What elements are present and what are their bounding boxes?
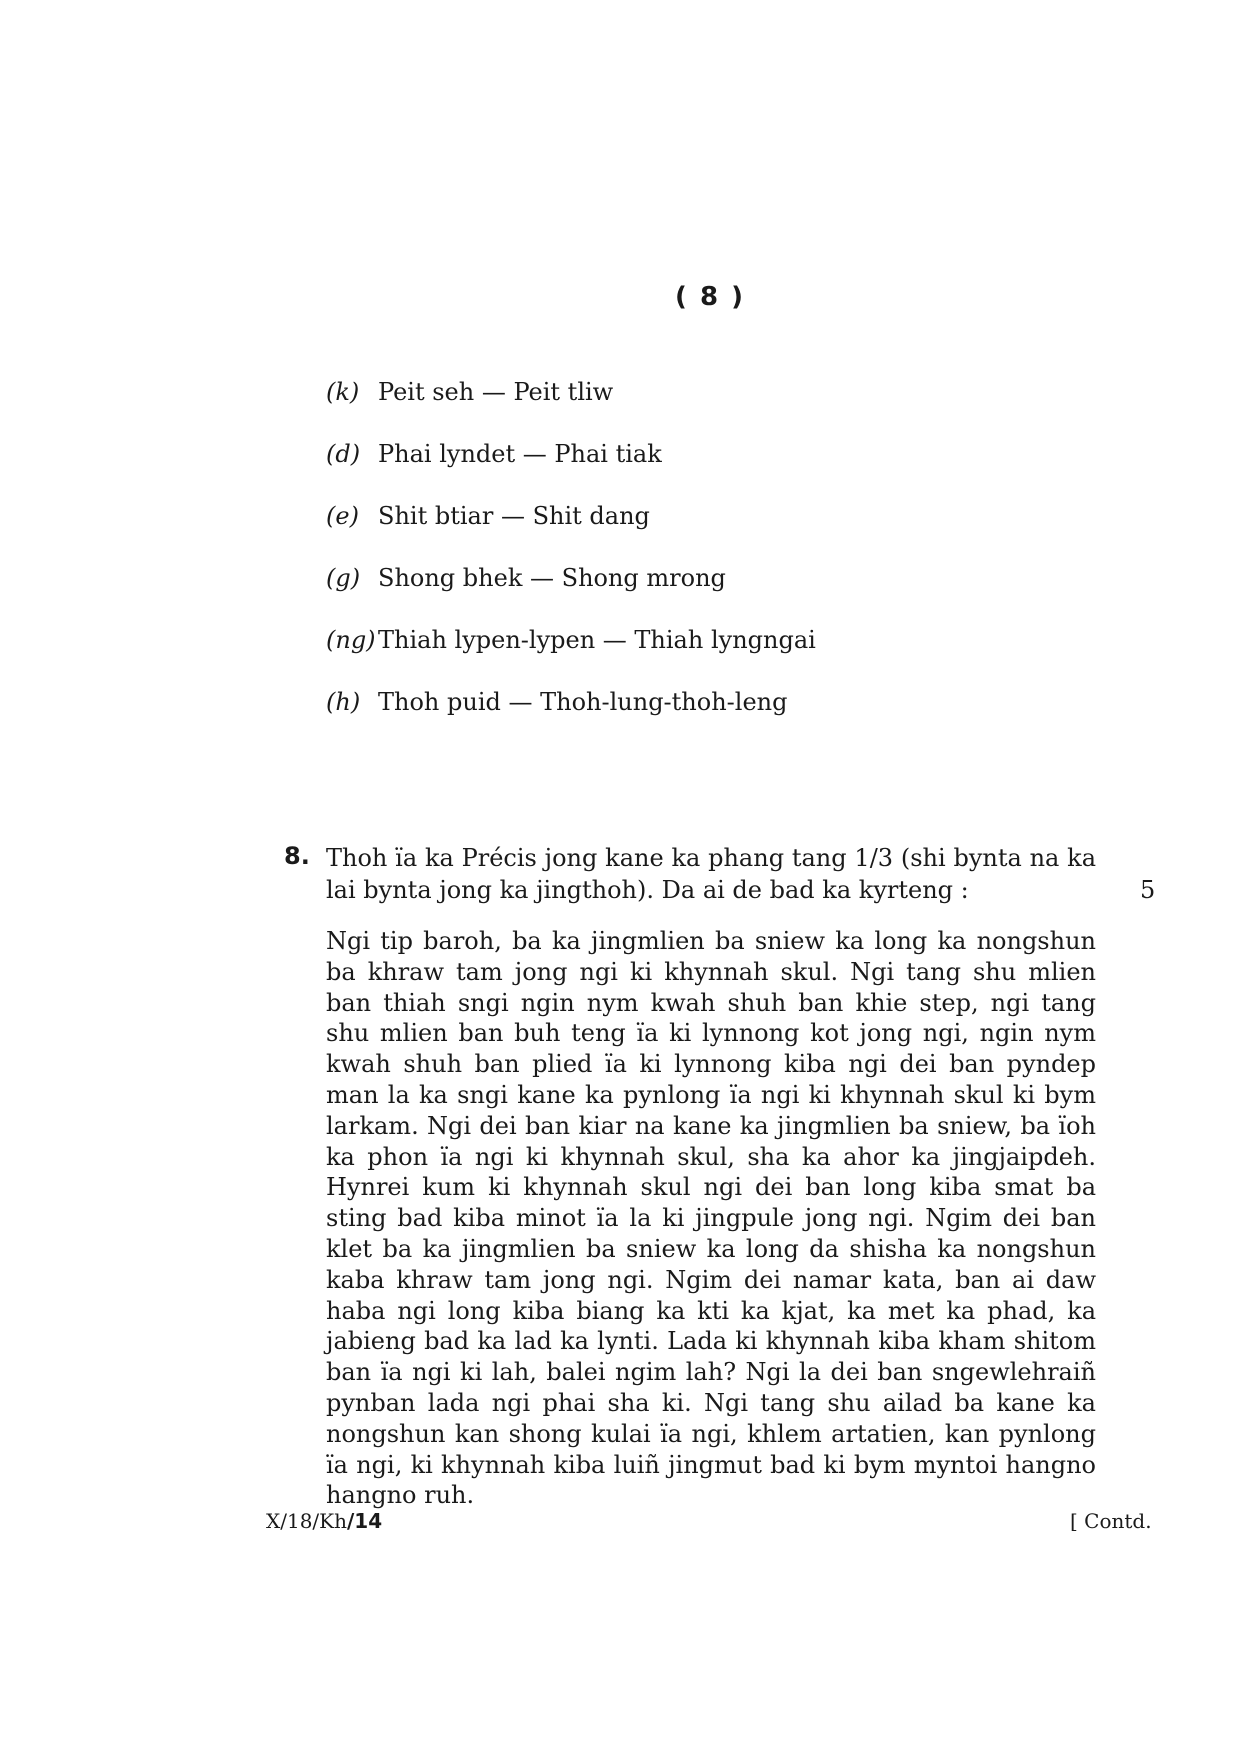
word-pair-text: Peit seh — Peit tliw (378, 378, 614, 406)
continued-marker: [ Contd. (1070, 1509, 1152, 1533)
word-pair-item (326, 378, 886, 440)
word-pair-item (326, 440, 886, 502)
word-pair-label: (e) (326, 502, 359, 530)
precis-passage: Ngi tip baroh, ba ka jingmlien ba sniew ka long ka nongshun ba khraw tam jong ngi ki khynnah skul. Ngi tang shu mlien ban thiah sngi ngin nym kwah shuh ban khie step, ngi tang shu mlien ban buh teng ïa ki lynnong kot jong ngi, ngin nym kwah shuh ban plied ïa ki lynnong kiba ngi dei ban pyndep man la ka sngi kane ka pynlong ïa ngi ki khynnah skul ki bym larkam. Ngi dei ban kiar na kane ka jingmlien ba sniew, ba ïoh ka phon ïa ngi ki khynnah skul, sha ka ahor ka jingjaipdeh. Hynrei kum ki khynnah skul ngi dei ban long kiba smat ba sting bad kiba minot ïa la ki jingpule jong ngi. Ngim dei ban klet ba ka jingmlien ba sniew ka long da shisha ka nongshun kaba khraw tam jong ngi. Ngim dei namar kata, ban ai daw haba ngi long kiba biang ka kti ka kjat, ka met ka phad, ka jabieng bad ka lad ka lynti. Lada ki khynnah kiba kham shitom ban ïa ngi ki lah, balei ngim lah? Ngi la dei ban sngewlehraiñ pynban lada ngi phai sha ki. Ngi tang shu ailad ba kane ka nongshun kan shong kulai ïa ngi, khlem artatien, kan pynlong ïa ngi, ki khynnah kiba luiñ jingmut bad ki bym myntoi hangno hangno ruh. (326, 927, 1096, 1510)
word-pair-label: (g) (326, 564, 361, 592)
word-pair-label: (ng) (326, 626, 376, 654)
word-pair-label: (k) (326, 378, 360, 406)
paper-code (266, 1509, 382, 1533)
word-pair-text: Thoh puid — Thoh-lung-thoh-leng (378, 688, 788, 716)
word-pair-list (326, 378, 886, 750)
paper-code-prefix: X/18/Kh (266, 1509, 347, 1533)
page-number: ( 8 ) (675, 282, 745, 312)
word-pair-text: Shit btiar — Shit dang (378, 502, 650, 530)
question-number: 8. (284, 842, 310, 870)
word-pair-label: (h) (326, 688, 361, 716)
paper-code-suffix: /14 (347, 1509, 383, 1533)
word-pair-item (326, 564, 886, 626)
word-pair-text: Phai lyndet — Phai tiak (378, 440, 662, 468)
word-pair-item (326, 688, 886, 750)
question-prompt: Thoh ïa ka Précis jong kane ka phang tang 1/3 (shi bynta na ka lai bynta jong ka jingthoh). Da ai de bad ka kyrteng : (326, 844, 1096, 904)
word-pair-text: Shong bhek — Shong mrong (378, 564, 726, 592)
word-pair-item (326, 626, 886, 688)
question-marks: 5 (1140, 876, 1156, 904)
word-pair-item (326, 502, 886, 564)
word-pair-label: (d) (326, 440, 361, 468)
word-pair-text: Thiah lypen-lypen — Thiah lyngngai (378, 626, 816, 654)
